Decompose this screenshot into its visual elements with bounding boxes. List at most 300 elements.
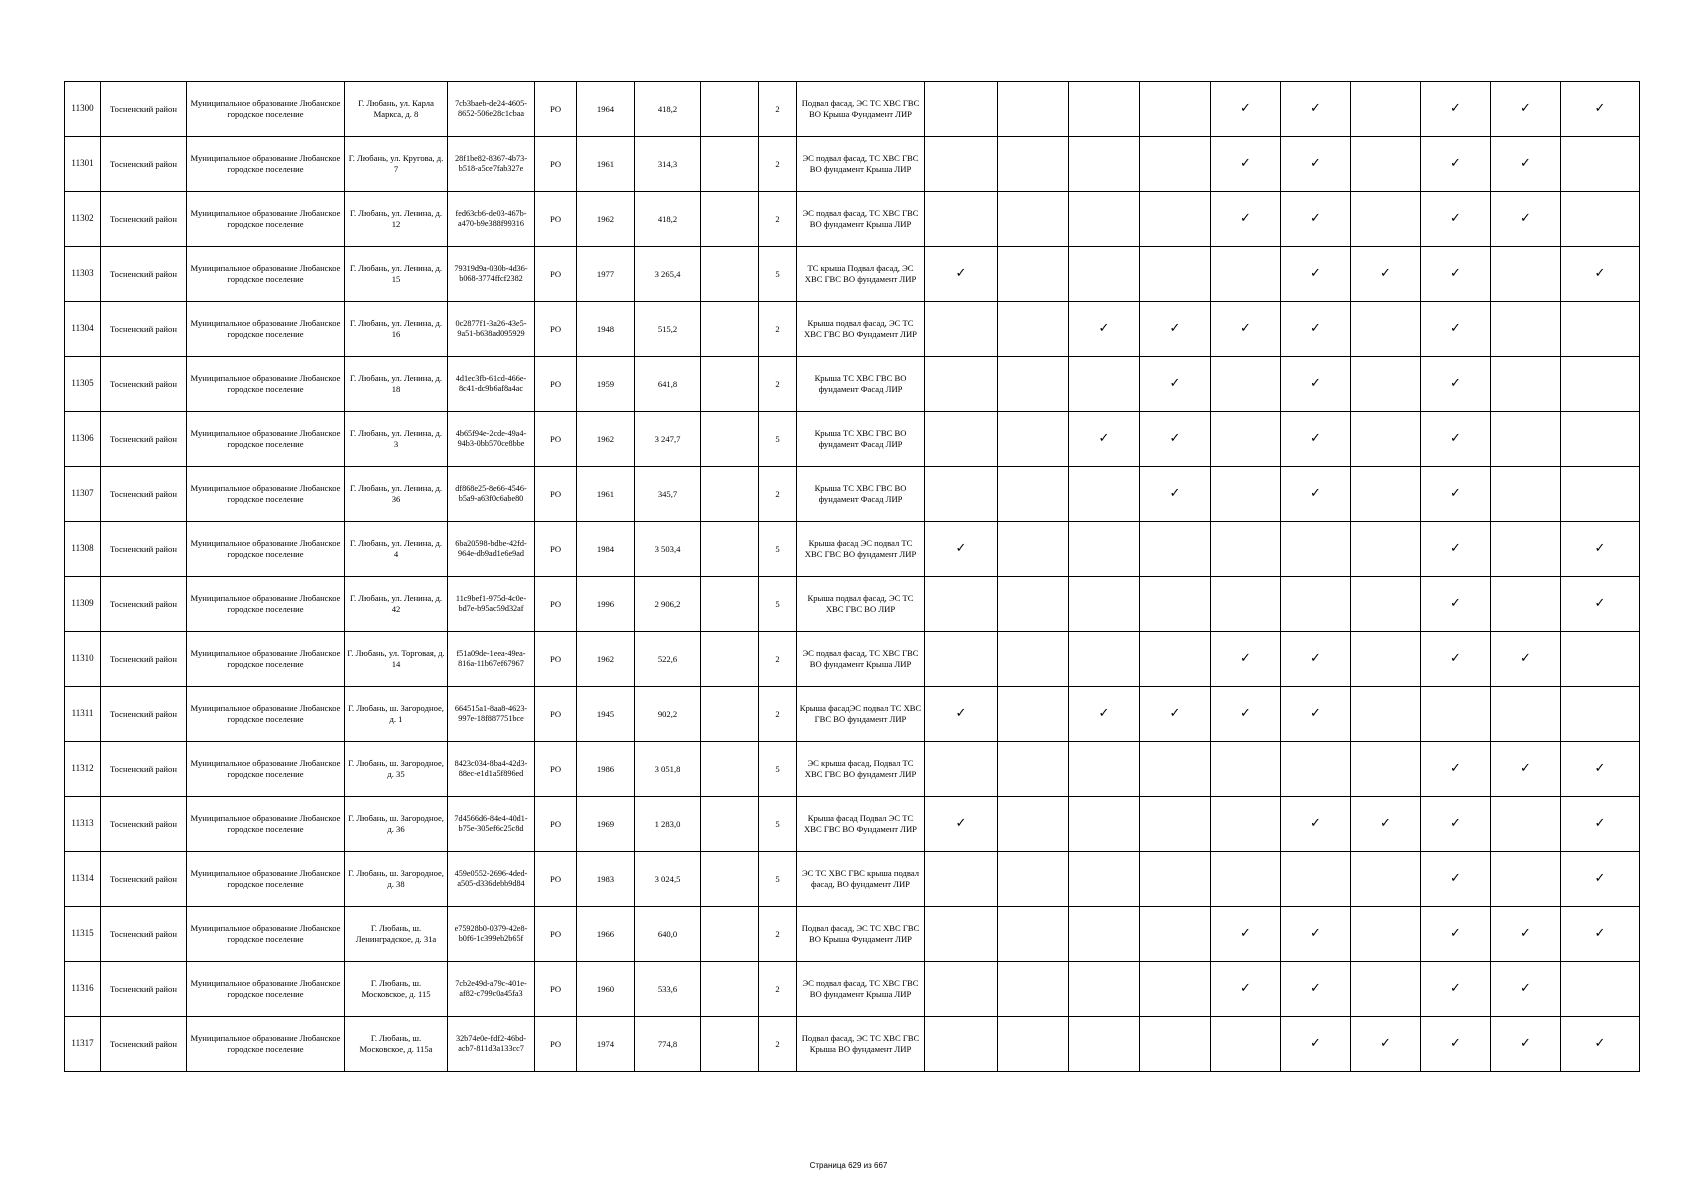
floors-cell: 2	[759, 302, 797, 357]
work-types-cell: ЭС подвал фасад, ТС ХВС ГВС ВО фундамент Крыша ЛИР	[797, 632, 925, 687]
fund-form-cell: РО	[535, 247, 577, 302]
checkmark-cell	[925, 687, 998, 742]
fund-form-cell: РО	[535, 192, 577, 247]
checkmark-cell	[1211, 137, 1281, 192]
checkmark-cell	[925, 632, 998, 687]
checkmark-cell	[1281, 192, 1351, 247]
checkmark-cell	[998, 852, 1069, 907]
area-cell: 418,2	[635, 192, 701, 247]
district-cell: Тосненский район	[101, 412, 187, 467]
empty-cell	[701, 192, 759, 247]
empty-cell	[701, 797, 759, 852]
checkmark-icon: ✓	[1169, 430, 1181, 446]
empty-cell	[701, 962, 759, 1017]
checkmark-cell	[1211, 742, 1281, 797]
checkmark-cell	[998, 632, 1069, 687]
checkmark-cell	[925, 192, 998, 247]
page-number-footer: Страница 629 из 667	[809, 1161, 888, 1170]
build-year-cell: 1984	[577, 522, 635, 577]
checkmark-cell	[1421, 82, 1491, 137]
checkmark-cell	[1421, 522, 1491, 577]
address-cell: Г. Любань, ул. Кругова, д. 7	[345, 137, 448, 192]
checkmark-cell	[1069, 907, 1140, 962]
checkmark-cell	[1281, 632, 1351, 687]
fund-form-cell: РО	[535, 577, 577, 632]
area-cell: 3 247,7	[635, 412, 701, 467]
checkmark-cell	[1069, 632, 1140, 687]
checkmark-cell	[1069, 852, 1140, 907]
build-year-cell: 1996	[577, 577, 635, 632]
fund-form-cell: РО	[535, 962, 577, 1017]
checkmark-icon: ✓	[1594, 100, 1606, 116]
floors-cell: 5	[759, 797, 797, 852]
empty-cell	[701, 852, 759, 907]
checkmark-icon: ✓	[1450, 980, 1461, 996]
row-id-cell: 11312	[65, 742, 101, 797]
address-cell: Г. Любань, ш. Загородное, д. 36	[345, 797, 448, 852]
table-row	[65, 907, 1640, 962]
checkmark-cell	[1421, 632, 1491, 687]
checkmark-cell	[1421, 247, 1491, 302]
row-id-cell: 11304	[65, 302, 101, 357]
address-cell: Г. Любань, ул. Ленина, д. 16	[345, 302, 448, 357]
checkmark-icon: ✓	[1310, 430, 1321, 446]
row-id-cell: 11306	[65, 412, 101, 467]
checkmark-cell	[1351, 852, 1421, 907]
checkmark-icon: ✓	[1310, 375, 1321, 391]
checkmark-cell	[925, 1017, 998, 1072]
table-row	[65, 302, 1640, 357]
municipality-cell: Муниципальное образование Любанское городское поселение	[187, 852, 345, 907]
row-id-cell: 11313	[65, 797, 101, 852]
checkmark-cell	[1140, 192, 1211, 247]
address-cell: Г. Любань, ш. Московское, д. 115	[345, 962, 448, 1017]
checkmark-cell	[1069, 467, 1140, 522]
district-cell: Тосненский район	[101, 687, 187, 742]
fund-form-cell: РО	[535, 907, 577, 962]
checkmark-cell	[1281, 962, 1351, 1017]
checkmark-icon: ✓	[1098, 705, 1110, 721]
table-row	[65, 247, 1640, 302]
address-cell: Г. Любань, ш. Ленинградское, д. 31а	[345, 907, 448, 962]
table-row	[65, 577, 1640, 632]
district-cell: Тосненский район	[101, 797, 187, 852]
checkmark-cell	[1421, 137, 1491, 192]
area-cell: 3 051,8	[635, 742, 701, 797]
checkmark-cell	[1211, 852, 1281, 907]
checkmark-icon: ✓	[1310, 705, 1321, 721]
area-cell: 3 024,5	[635, 852, 701, 907]
checkmark-cell	[1421, 357, 1491, 412]
checkmark-cell	[1351, 247, 1421, 302]
area-cell: 3 265,4	[635, 247, 701, 302]
checkmark-icon: ✓	[1450, 760, 1461, 776]
municipality-cell: Муниципальное образование Любанское городское поселение	[187, 742, 345, 797]
checkmark-icon: ✓	[1240, 210, 1251, 226]
fund-form-cell: РО	[535, 1017, 577, 1072]
checkmark-cell	[1211, 797, 1281, 852]
house-guid-cell: 7cb3baeb-de24-4605-8652-506e28c1cbaa	[448, 82, 535, 137]
checkmark-cell	[1351, 687, 1421, 742]
checkmark-cell	[1561, 797, 1640, 852]
floors-cell: 2	[759, 82, 797, 137]
checkmark-icon: ✓	[955, 705, 967, 721]
house-guid-cell: 0c2877f1-3a26-43e5-9a51-b638ad095929	[448, 302, 535, 357]
checkmark-icon: ✓	[1380, 265, 1391, 281]
table-row	[65, 357, 1640, 412]
checkmark-cell	[1491, 412, 1561, 467]
checkmark-cell	[998, 467, 1069, 522]
checkmark-cell	[1561, 742, 1640, 797]
checkmark-cell	[1561, 1017, 1640, 1072]
floors-cell: 5	[759, 412, 797, 467]
empty-cell	[701, 1017, 759, 1072]
address-cell: Г. Любань, ул. Ленина, д. 15	[345, 247, 448, 302]
checkmark-cell	[1491, 687, 1561, 742]
fund-form-cell: РО	[535, 357, 577, 412]
checkmark-cell	[1491, 1017, 1561, 1072]
checkmark-cell	[1069, 577, 1140, 632]
floors-cell: 5	[759, 742, 797, 797]
checkmark-icon: ✓	[1450, 155, 1461, 171]
checkmark-cell	[1140, 522, 1211, 577]
municipality-cell: Муниципальное образование Любанское городское поселение	[187, 1017, 345, 1072]
checkmark-icon: ✓	[1594, 265, 1606, 281]
checkmark-cell	[1351, 412, 1421, 467]
checkmark-cell	[925, 412, 998, 467]
checkmark-cell	[1281, 742, 1351, 797]
house-guid-cell: 664515a1-8aa8-4623-997e-18f887751bce	[448, 687, 535, 742]
checkmark-icon: ✓	[1240, 980, 1251, 996]
checkmark-cell	[1281, 852, 1351, 907]
floors-cell: 2	[759, 687, 797, 742]
checkmark-icon: ✓	[1450, 815, 1461, 831]
checkmark-cell	[1491, 577, 1561, 632]
checkmark-cell	[925, 962, 998, 1017]
build-year-cell: 1966	[577, 907, 635, 962]
checkmark-cell	[1351, 467, 1421, 522]
checkmark-cell	[1281, 577, 1351, 632]
house-guid-cell: 459e0552-2696-4ded-a505-d336debb9d84	[448, 852, 535, 907]
checkmark-icon: ✓	[1240, 925, 1251, 941]
build-year-cell: 1974	[577, 1017, 635, 1072]
checkmark-cell	[1421, 1017, 1491, 1072]
checkmark-cell	[1140, 907, 1211, 962]
checkmark-cell	[1561, 907, 1640, 962]
checkmark-cell	[1351, 522, 1421, 577]
table-row	[65, 82, 1640, 137]
checkmark-cell	[925, 247, 998, 302]
checkmark-icon: ✓	[1450, 925, 1461, 941]
empty-cell	[701, 82, 759, 137]
district-cell: Тосненский район	[101, 357, 187, 412]
floors-cell: 2	[759, 1017, 797, 1072]
checkmark-cell	[1140, 357, 1211, 412]
checkmark-icon: ✓	[1594, 595, 1606, 611]
build-year-cell: 1962	[577, 192, 635, 247]
municipality-cell: Муниципальное образование Любанское городское поселение	[187, 137, 345, 192]
district-cell: Тосненский район	[101, 1017, 187, 1072]
area-cell: 533,6	[635, 962, 701, 1017]
checkmark-cell	[1140, 962, 1211, 1017]
empty-cell	[701, 137, 759, 192]
work-types-cell: Крыша ТС ХВС ГВС ВО фундамент Фасад ЛИР	[797, 357, 925, 412]
fund-form-cell: РО	[535, 82, 577, 137]
area-cell: 3 503,4	[635, 522, 701, 577]
work-types-cell: ЭС подвал фасад, ТС ХВС ГВС ВО фундамент Крыша ЛИР	[797, 137, 925, 192]
work-types-cell: Крыша фасадЭС подвал ТС ХВС ГВС ВО фундамент ЛИР	[797, 687, 925, 742]
house-guid-cell: 28f1be82-8367-4b73-b518-a5ce7fab327e	[448, 137, 535, 192]
checkmark-cell	[925, 357, 998, 412]
floors-cell: 5	[759, 247, 797, 302]
checkmark-icon: ✓	[1310, 265, 1321, 281]
checkmark-cell	[1281, 522, 1351, 577]
checkmark-cell	[1421, 412, 1491, 467]
address-cell: Г. Любань, ш. Московское, д. 115а	[345, 1017, 448, 1072]
house-guid-cell: 32b74e0e-fdf2-46bd-acb7-811d3a133cc7	[448, 1017, 535, 1072]
area-cell: 1 283,0	[635, 797, 701, 852]
address-cell: Г. Любань, ш. Загородное, д. 1	[345, 687, 448, 742]
checkmark-icon: ✓	[1520, 760, 1531, 776]
floors-cell: 5	[759, 577, 797, 632]
checkmark-cell	[1351, 632, 1421, 687]
checkmark-cell	[1281, 907, 1351, 962]
work-types-cell: Крыша фасад Подвал ЭС ТС ХВС ГВС ВО Фундамент ЛИР	[797, 797, 925, 852]
build-year-cell: 1960	[577, 962, 635, 1017]
checkmark-cell	[1491, 907, 1561, 962]
area-cell: 345,7	[635, 467, 701, 522]
area-cell: 2 906,2	[635, 577, 701, 632]
floors-cell: 2	[759, 907, 797, 962]
fund-form-cell: РО	[535, 412, 577, 467]
municipality-cell: Муниципальное образование Любанское городское поселение	[187, 907, 345, 962]
checkmark-cell	[1421, 192, 1491, 247]
row-id-cell: 11308	[65, 522, 101, 577]
checkmark-cell	[925, 137, 998, 192]
municipality-cell: Муниципальное образование Любанское городское поселение	[187, 687, 345, 742]
floors-cell: 2	[759, 467, 797, 522]
address-cell: Г. Любань, ул. Ленина, д. 36	[345, 467, 448, 522]
row-id-cell: 11309	[65, 577, 101, 632]
build-year-cell: 1983	[577, 852, 635, 907]
checkmark-icon: ✓	[1310, 485, 1321, 501]
checkmark-cell	[1421, 852, 1491, 907]
checkmark-cell	[1069, 357, 1140, 412]
checkmark-cell	[1351, 302, 1421, 357]
district-cell: Тосненский район	[101, 742, 187, 797]
floors-cell: 2	[759, 192, 797, 247]
floors-cell: 2	[759, 962, 797, 1017]
checkmark-cell	[925, 522, 998, 577]
checkmark-icon: ✓	[1594, 540, 1606, 556]
checkmark-icon: ✓	[1169, 485, 1181, 501]
municipality-cell: Муниципальное образование Любанское городское поселение	[187, 192, 345, 247]
checkmark-icon: ✓	[1450, 375, 1461, 391]
checkmark-icon: ✓	[1169, 375, 1181, 391]
row-id-cell: 11307	[65, 467, 101, 522]
empty-cell	[701, 687, 759, 742]
work-types-cell: Крыша ТС ХВС ГВС ВО фундамент Фасад ЛИР	[797, 467, 925, 522]
area-cell: 641,8	[635, 357, 701, 412]
checkmark-cell	[925, 797, 998, 852]
checkmark-cell	[1351, 82, 1421, 137]
checkmark-icon: ✓	[1380, 1035, 1391, 1051]
empty-cell	[701, 412, 759, 467]
fund-form-cell: РО	[535, 467, 577, 522]
fund-form-cell: РО	[535, 302, 577, 357]
checkmark-cell	[1421, 962, 1491, 1017]
checkmark-icon: ✓	[1310, 1035, 1321, 1051]
checkmark-cell	[1561, 522, 1640, 577]
checkmark-icon: ✓	[1450, 595, 1461, 611]
checkmark-icon: ✓	[1098, 320, 1110, 336]
checkmark-cell	[998, 907, 1069, 962]
checkmark-cell	[1351, 1017, 1421, 1072]
checkmark-cell	[1140, 247, 1211, 302]
district-cell: Тосненский район	[101, 577, 187, 632]
fund-form-cell: РО	[535, 797, 577, 852]
row-id-cell: 11317	[65, 1017, 101, 1072]
checkmark-cell	[1211, 1017, 1281, 1072]
work-types-cell: ЭС подвал фасад, ТС ХВС ГВС ВО фундамент Крыша ЛИР	[797, 962, 925, 1017]
build-year-cell: 1961	[577, 467, 635, 522]
floors-cell: 5	[759, 522, 797, 577]
checkmark-cell	[1561, 302, 1640, 357]
checkmark-icon: ✓	[1169, 320, 1181, 336]
checkmark-cell	[1561, 412, 1640, 467]
housing-register-table	[64, 81, 1640, 1072]
municipality-cell: Муниципальное образование Любанское городское поселение	[187, 412, 345, 467]
checkmark-cell	[1140, 302, 1211, 357]
build-year-cell: 1962	[577, 632, 635, 687]
checkmark-icon: ✓	[1520, 925, 1531, 941]
checkmark-icon: ✓	[1310, 320, 1321, 336]
checkmark-cell	[1069, 687, 1140, 742]
checkmark-cell	[1351, 962, 1421, 1017]
checkmark-icon: ✓	[1310, 155, 1321, 171]
checkmark-cell	[1211, 412, 1281, 467]
checkmark-cell	[1281, 302, 1351, 357]
row-id-cell: 11302	[65, 192, 101, 247]
checkmark-cell	[1069, 742, 1140, 797]
checkmark-cell	[1069, 247, 1140, 302]
work-types-cell: ЭС ТС ХВС ГВС крыша подвал фасад, ВО фундамент ЛИР	[797, 852, 925, 907]
empty-cell	[701, 632, 759, 687]
checkmark-icon: ✓	[1520, 650, 1531, 666]
district-cell: Тосненский район	[101, 82, 187, 137]
checkmark-icon: ✓	[1450, 1035, 1461, 1051]
checkmark-icon: ✓	[1450, 485, 1461, 501]
table-row	[65, 742, 1640, 797]
house-guid-cell: fed63cb6-de03-467b-a470-b9e388f99316	[448, 192, 535, 247]
area-cell: 515,2	[635, 302, 701, 357]
checkmark-cell	[1211, 247, 1281, 302]
checkmark-icon: ✓	[1240, 705, 1251, 721]
checkmark-cell	[1351, 577, 1421, 632]
municipality-cell: Муниципальное образование Любанское городское поселение	[187, 797, 345, 852]
checkmark-icon: ✓	[955, 815, 967, 831]
area-cell: 418,2	[635, 82, 701, 137]
fund-form-cell: РО	[535, 522, 577, 577]
checkmark-icon: ✓	[1169, 705, 1181, 721]
district-cell: Тосненский район	[101, 302, 187, 357]
checkmark-cell	[1491, 852, 1561, 907]
checkmark-icon: ✓	[1520, 100, 1531, 116]
checkmark-cell	[1140, 797, 1211, 852]
fund-form-cell: РО	[535, 687, 577, 742]
municipality-cell: Муниципальное образование Любанское городское поселение	[187, 247, 345, 302]
house-guid-cell: 79319d9a-030b-4d36-b068-3774ffcf2382	[448, 247, 535, 302]
row-id-cell: 11315	[65, 907, 101, 962]
checkmark-cell	[1351, 357, 1421, 412]
checkmark-icon: ✓	[1310, 650, 1321, 666]
table-row	[65, 412, 1640, 467]
checkmark-cell	[1069, 522, 1140, 577]
checkmark-cell	[1351, 742, 1421, 797]
work-types-cell: Крыша фасад ЭС подвал ТС ХВС ГВС ВО фундамент ЛИР	[797, 522, 925, 577]
checkmark-cell	[1281, 467, 1351, 522]
checkmark-cell	[998, 797, 1069, 852]
municipality-cell: Муниципальное образование Любанское городское поселение	[187, 357, 345, 412]
checkmark-cell	[1140, 577, 1211, 632]
work-types-cell: Подвал фасад, ЭС ТС ХВС ГВС ВО Крыша Фундамент ЛИР	[797, 907, 925, 962]
build-year-cell: 1959	[577, 357, 635, 412]
checkmark-cell	[1211, 192, 1281, 247]
checkmark-cell	[1211, 577, 1281, 632]
work-types-cell: ТС крыша Подвал фасад, ЭС ХВС ГВС ВО фундамент ЛИР	[797, 247, 925, 302]
checkmark-cell	[925, 82, 998, 137]
checkmark-icon: ✓	[1450, 430, 1461, 446]
checkmark-cell	[998, 1017, 1069, 1072]
checkmark-cell	[1211, 962, 1281, 1017]
table-row	[65, 797, 1640, 852]
checkmark-cell	[998, 247, 1069, 302]
row-id-cell: 11303	[65, 247, 101, 302]
checkmark-icon: ✓	[1240, 100, 1251, 116]
address-cell: Г. Любань, ул. Торговая, д. 14	[345, 632, 448, 687]
checkmark-cell	[998, 137, 1069, 192]
checkmark-cell	[998, 302, 1069, 357]
work-types-cell: Подвал фасад, ЭС ТС ХВС ГВС Крыша ВО фундамент ЛИР	[797, 1017, 925, 1072]
house-guid-cell: 4b65f94e-2cde-49a4-94b3-0bb570ce8bbe	[448, 412, 535, 467]
checkmark-icon: ✓	[1240, 650, 1251, 666]
checkmark-cell	[1561, 852, 1640, 907]
checkmark-cell	[1351, 797, 1421, 852]
checkmark-cell	[998, 192, 1069, 247]
work-types-cell: ЭС подвал фасад, ТС ХВС ГВС ВО фундамент Крыша ЛИР	[797, 192, 925, 247]
checkmark-cell	[1561, 577, 1640, 632]
checkmark-cell	[1211, 687, 1281, 742]
house-guid-cell: 6ba20598-bdbe-42fd-964e-db9ad1e6e9ad	[448, 522, 535, 577]
checkmark-cell	[1281, 357, 1351, 412]
empty-cell	[701, 247, 759, 302]
row-id-cell: 11310	[65, 632, 101, 687]
area-cell: 522,6	[635, 632, 701, 687]
row-id-cell: 11311	[65, 687, 101, 742]
empty-cell	[701, 467, 759, 522]
build-year-cell: 1948	[577, 302, 635, 357]
build-year-cell: 1969	[577, 797, 635, 852]
checkmark-cell	[998, 357, 1069, 412]
checkmark-icon: ✓	[1310, 815, 1321, 831]
address-cell: Г. Любань, ул. Ленина, д. 4	[345, 522, 448, 577]
checkmark-cell	[998, 577, 1069, 632]
checkmark-cell	[1561, 192, 1640, 247]
checkmark-cell	[1281, 797, 1351, 852]
checkmark-cell	[998, 962, 1069, 1017]
checkmark-cell	[1491, 192, 1561, 247]
checkmark-cell	[1421, 577, 1491, 632]
